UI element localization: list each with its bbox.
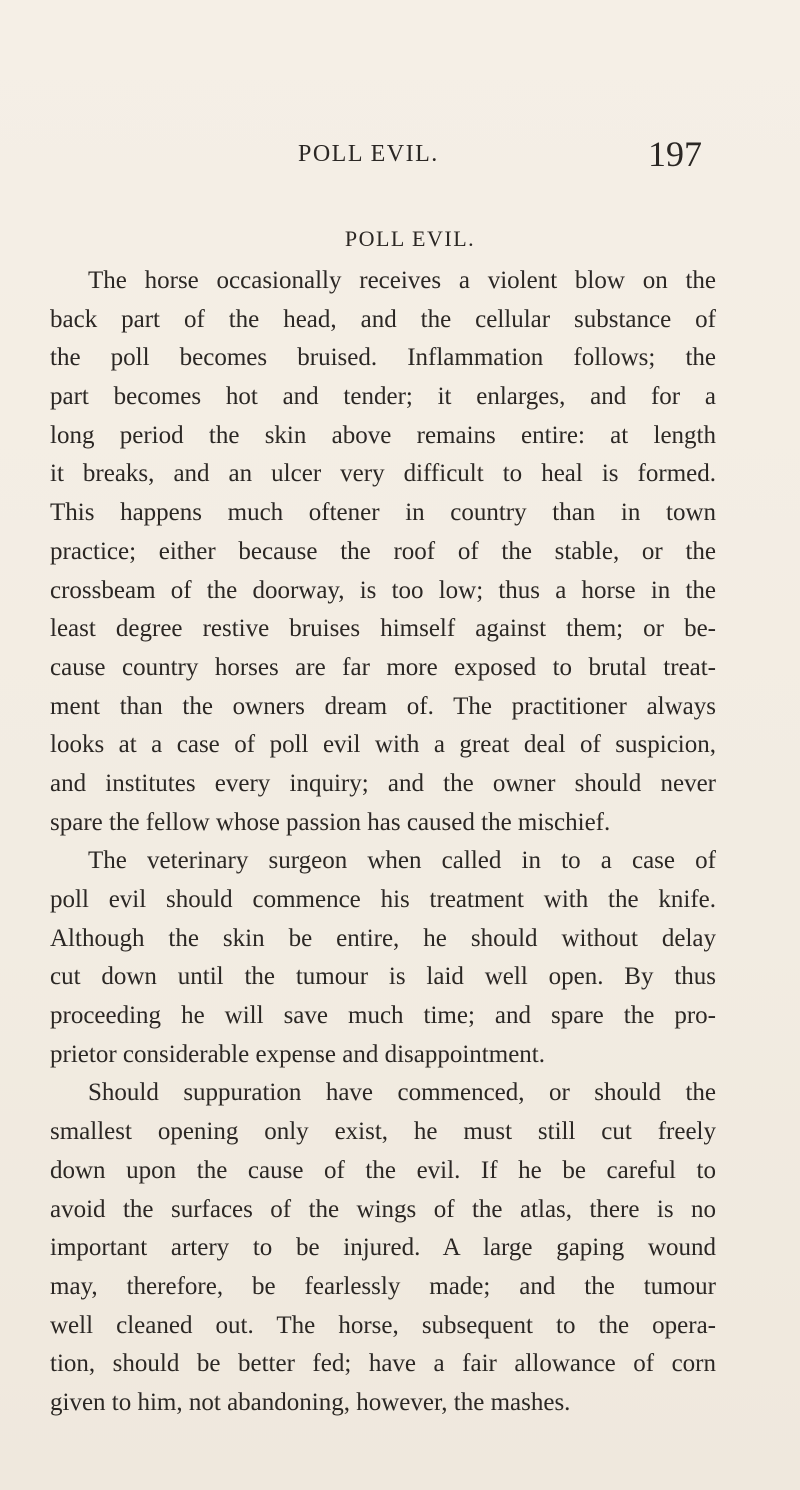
text-line: prietor considerable expense and disappointment. (50, 1040, 545, 1068)
text-line: smallest opening only exist, he must still cut freely (50, 1118, 716, 1146)
text-line: cause country horses are far more exposed to brutal treat- (50, 653, 716, 681)
text-line: The horse occasionally receives a violent blow on the (88, 267, 716, 294)
text-line: crossbeam of the doorway, is too low; thus a horse in the (50, 576, 716, 604)
text-line: down upon the cause of the evil. If he be careful to (50, 1156, 716, 1184)
text-line: ment than the owners dream of. The practitioner always (50, 692, 716, 720)
text-line: practice; either because the roof of the stable, or the (50, 537, 716, 565)
text-line: This happens much oftener in country than in town (50, 499, 716, 527)
text-line: back part of the head, and the cellular substance of (50, 305, 716, 333)
text-line: Although the skin be entire, he should without delay (50, 924, 716, 952)
text-line: tion, should be better fed; have a fair allowance of corn (50, 1350, 716, 1378)
text-line: part becomes hot and tender; it enlarges, and for a (50, 383, 716, 411)
text-line: least degree restive bruises himself against them; or be- (50, 615, 716, 643)
text-line: looks at a case of poll evil with a great deal of suspicion, (50, 731, 716, 759)
running-title: POLL EVIL. (298, 141, 439, 167)
body-text (50, 262, 716, 1423)
running-head (0, 134, 800, 174)
text-line: proceeding he will save much time; and spare the pro- (50, 1002, 716, 1030)
text-line: the poll becomes bruised. Inflammation follows; the (50, 344, 716, 372)
text-line: given to him, not abandoning, however, the mashes. (50, 1388, 571, 1416)
text-line: Should suppuration have commenced, or should the (88, 1079, 716, 1107)
text-line: cut down until the tumour is laid well open. By thus (50, 963, 716, 991)
text-line: may, therefore, be fearlessly made; and the tumour (50, 1272, 716, 1300)
text-line: long period the skin above remains entire: at length (50, 421, 716, 449)
text-line: The veterinary surgeon when called in to a case of (88, 847, 716, 875)
text-line: avoid the surfaces of the wings of the atlas, there is no (50, 1195, 716, 1223)
section-heading: POLL EVIL. (344, 226, 476, 251)
page-number: 197 (648, 134, 702, 174)
text-line: and institutes every inquiry; and the owner should never (50, 769, 716, 797)
text-line: spare the fellow whose passion has caused the mischief. (50, 808, 611, 836)
text-line: it breaks, and an ulcer very difficult to heal is formed. (50, 460, 716, 488)
text-line: well cleaned out. The horse, subsequent to the opera- (50, 1311, 716, 1339)
text-line: important artery to be injured. A large gaping wound (50, 1234, 716, 1262)
text-line: poll evil should commence his treatment with the knife. (50, 886, 716, 913)
